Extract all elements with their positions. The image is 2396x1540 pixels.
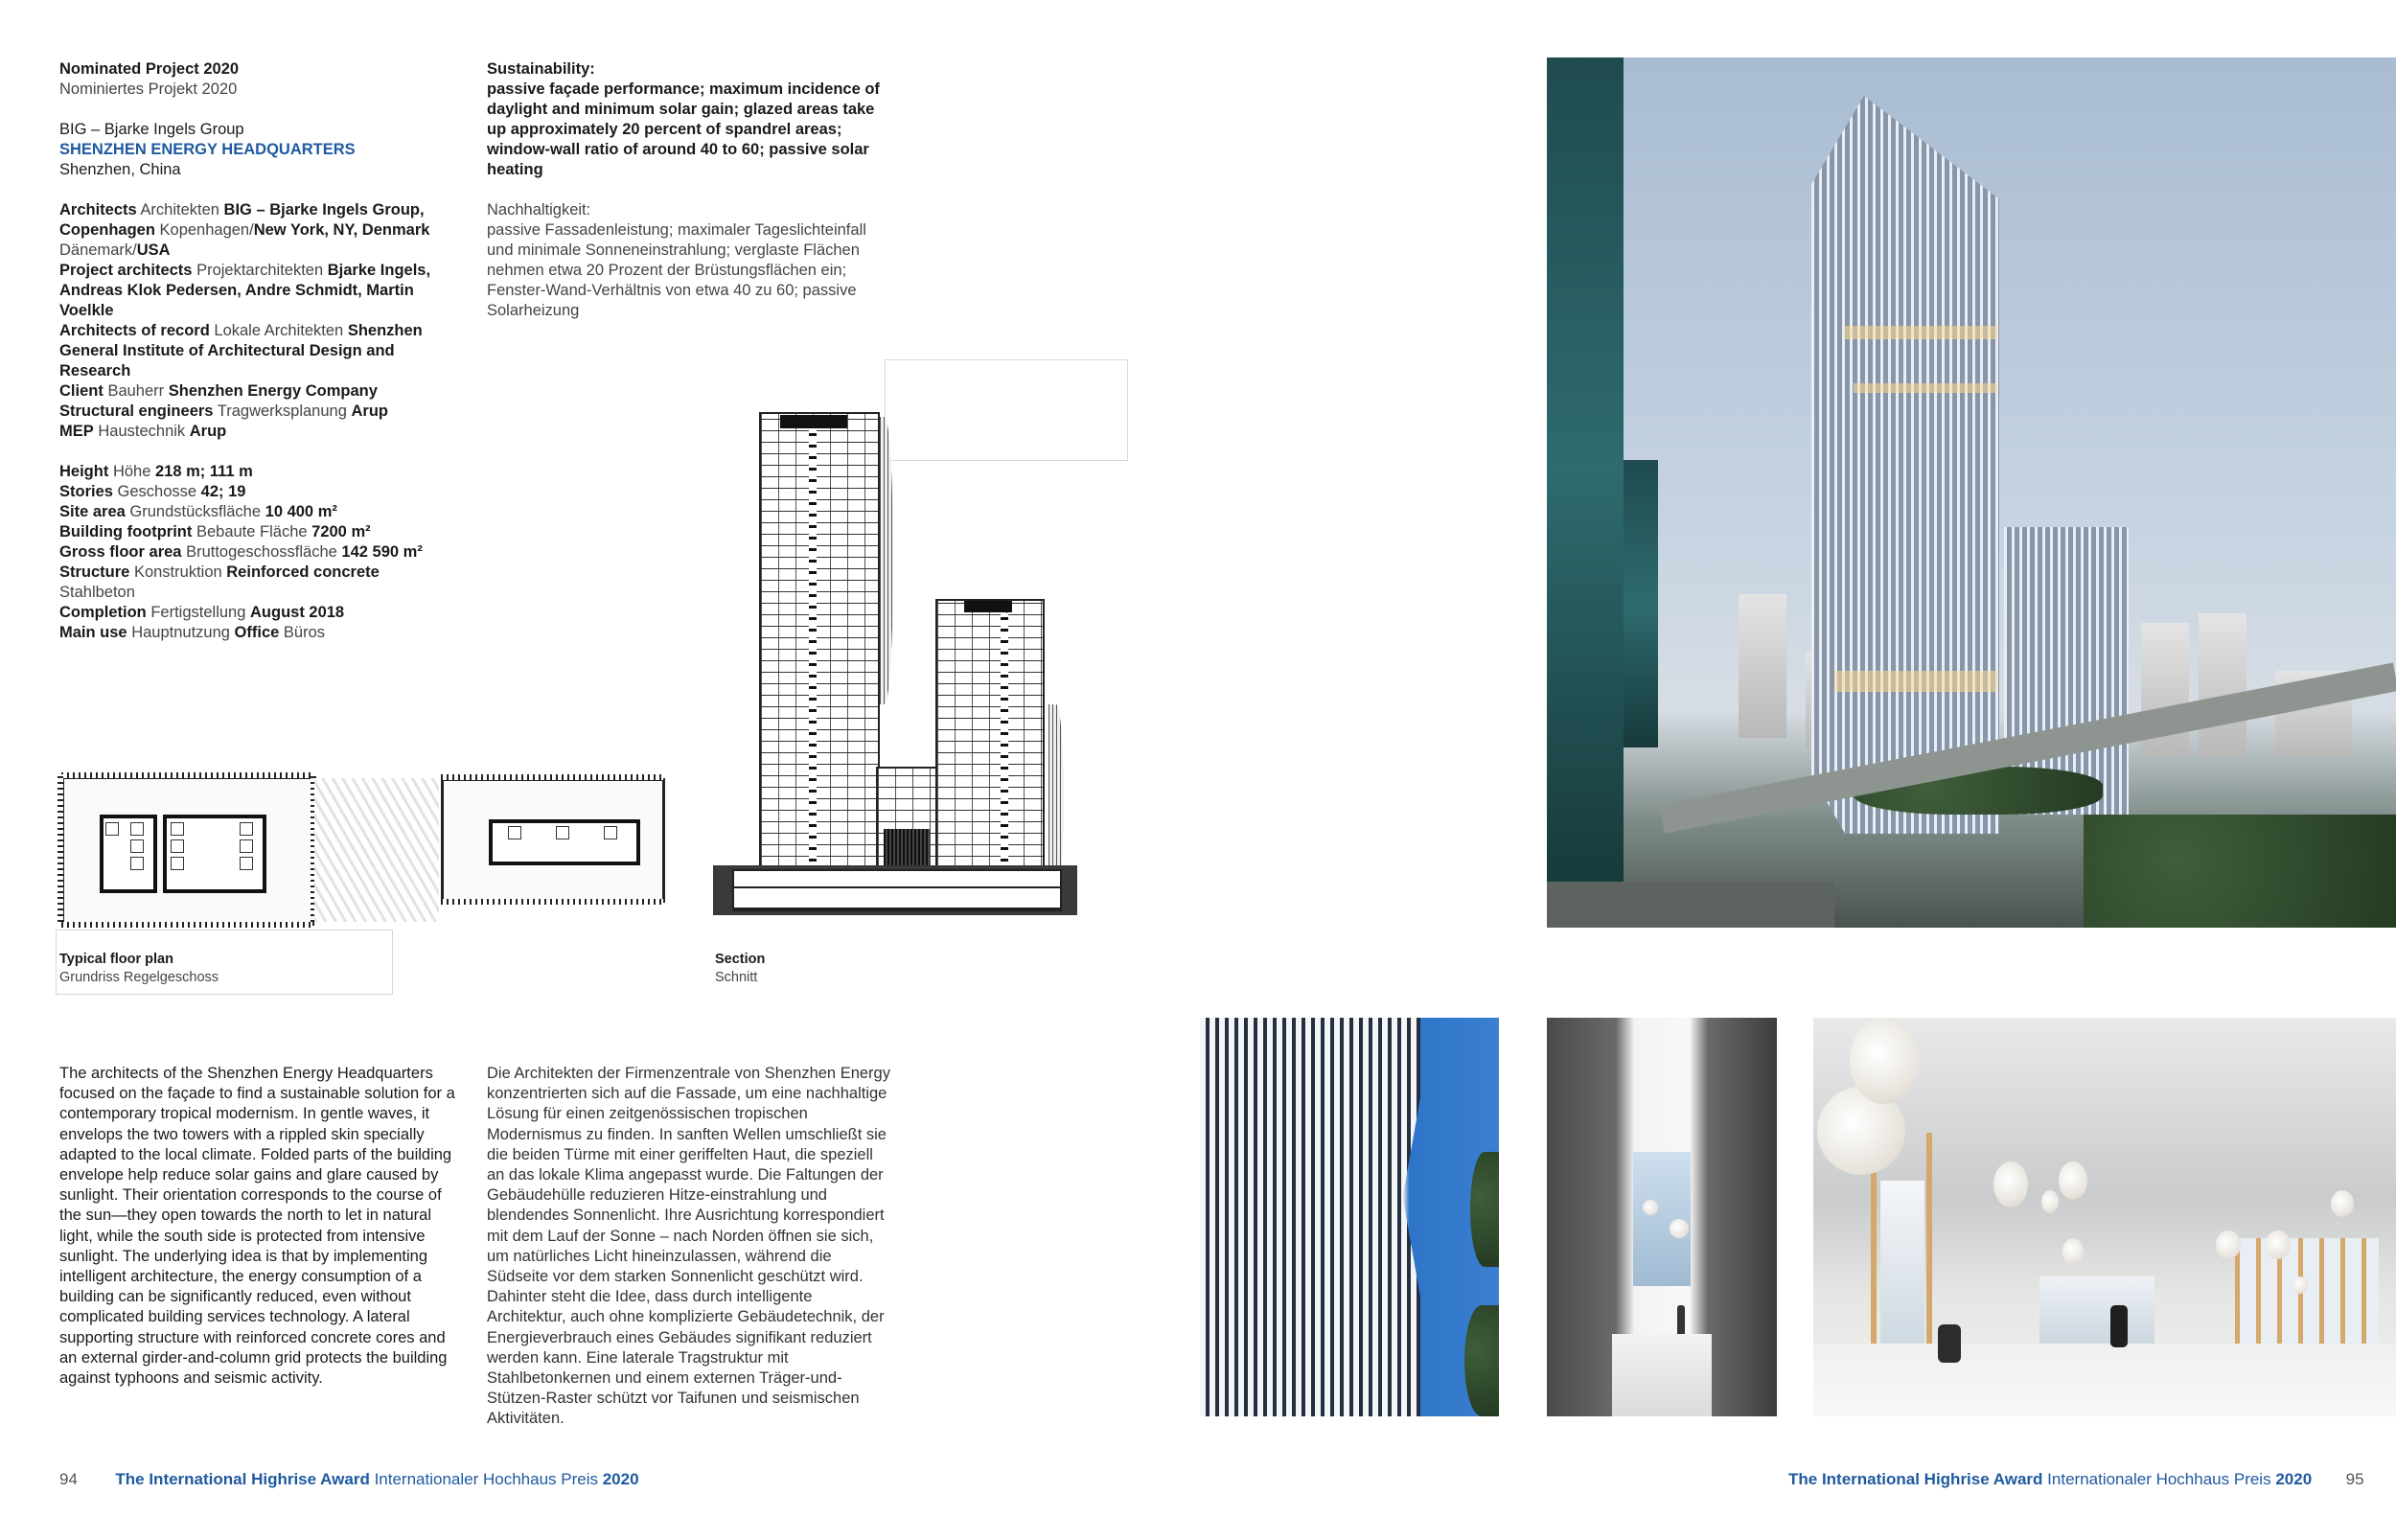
award-title-de: Internationaler Hochhaus Preis <box>2047 1470 2271 1488</box>
exterior-photo <box>1547 57 2396 928</box>
fact-footprint: Building footprint Bebaute Fläche 7200 m² <box>59 523 371 540</box>
sustainability-heading: Sustainability: <box>487 60 595 78</box>
nominated-label-de: Nominiertes Projekt 2020 <box>59 80 238 98</box>
credits-list <box>59 200 452 442</box>
fact-site-area: Site area Grundstücksfläche 10 400 m² <box>59 503 337 520</box>
section-empty-frame <box>885 359 1128 461</box>
project-title: SHENZHEN ENERGY HEADQUARTERS <box>59 141 356 158</box>
facade-fins <box>1200 1018 1420 1416</box>
credit-architects: Architects Architekten BIG – Bjarke Ingels Group, Copenhagen Kopenhagen/New York, NY, Denmark Dänemark/USA <box>59 201 430 259</box>
lobby-photo <box>1813 1018 2396 1416</box>
credit-client: Client Bauherr Shenzhen Energy Company <box>59 382 378 400</box>
fact-height: Height Höhe 218 m; 111 m <box>59 463 253 480</box>
tall-tower-section <box>759 412 880 905</box>
page-number-left: 94 <box>59 1470 78 1488</box>
pendant-lamp <box>2266 1230 2291 1259</box>
sustainability-block <box>487 59 889 321</box>
neighbor-tower-left <box>1547 57 1624 882</box>
fact-stories: Stories Geschosse 42; 19 <box>59 483 246 500</box>
page-number-right: 95 <box>2345 1470 2364 1488</box>
short-tower-core <box>1001 613 1008 896</box>
pendant-lamp <box>2059 1161 2087 1200</box>
architect-group: BIG – Bjarke Ingels Group <box>59 121 244 138</box>
pendant-lamp <box>2041 1190 2059 1213</box>
fact-main-use: Main use Hauptnutzung Office Büros <box>59 624 326 641</box>
short-tower-section <box>935 599 1045 905</box>
fact-structure: Structure Konstruktion Reinforced concrete Stahlbeton <box>59 563 380 601</box>
typical-floor-plan-drawing <box>58 767 671 930</box>
sustainability-text-de: passive Fassadenleistung; maximaler Tageslichteinfall und minimale Sonneneinstrahlung; verglaste Flächen nehmen etwa 20 Prozent der Brüstungsflächen ein; Fenster-Wand-Verhältnis von etwa 40 zu 60; passive Solarheizung <box>487 221 866 319</box>
fact-completion: Completion Fertigstellung August 2018 <box>59 604 345 621</box>
people <box>1938 1324 1961 1363</box>
facts-list <box>59 462 452 643</box>
section-drawing <box>713 359 1077 934</box>
people <box>2110 1305 2128 1347</box>
floor-plan-caption: Typical floor plan Grundriss Regelgeschoss <box>59 952 219 985</box>
project-info <box>59 59 452 643</box>
tall-tower-core <box>809 426 817 896</box>
pendant-lamp <box>1993 1161 2028 1207</box>
plan-atrium <box>314 778 439 922</box>
credit-project-architects: Project architects Projektarchitekten Bjarke Ingels, Andreas Klok Pedersen, Andre Schmidt, Martin Voelkle <box>59 262 431 319</box>
credit-mep: MEP Haustechnik Arup <box>59 423 227 440</box>
award-title: The International Highrise Award <box>1788 1470 2043 1488</box>
fact-gross-floor-area: Gross floor area Bruttogeschossfläche 142 590 m² <box>59 543 423 561</box>
pendant-lamp <box>2331 1190 2354 1217</box>
section-basement <box>732 869 1062 911</box>
neighbor-tower-left-2 <box>1624 460 1658 747</box>
section-caption: Section Schnitt <box>715 952 766 985</box>
footer-left <box>59 1469 639 1490</box>
body-text-de: Die Architekten der Firmenzentrale von Shenzhen Energy konzentrierten sich auf die Fassade, um eine nachhaltige Lösung für einen zeitgenössischen tropischen Modernismus zu finden. In sanften Wellen umschließt sie die beiden Türme mit einer geriffelten Haut, die speziell an das lokale Klima angepasst wurde. Die Faltungen der Gebäudehülle reduzieren Hitze-einstrahlung und blendendes Sonnenlicht. Ihre Ausrichtung korrespondiert mit dem Lauf der Sonne – nach Norden öffnen sie sich, um natürliches Licht hineinzulassen, während die Südseite vor dem starken Sonnenlicht geschützt wird. Dahinter steht die Idee, dass durch intelligente Architektur, auch ohne komplizierte Gebäudetechnik, der Energieverbrauch eines Gebäudes signifikant reduziert werden kann. Eine laterale Tragstruktur mit Stahlbetonkernen und einem externen Träger-und-Stützen-Raster schützt vor Taifunen und seismischen Aktivitäten. <box>487 1065 890 1428</box>
credit-architects-of-record: Architects of record Lokale Architekten Shenzhen General Institute of Architectural Design and Research <box>59 322 423 379</box>
main-tower <box>1811 96 1999 834</box>
corridor-photo <box>1547 1018 1777 1416</box>
award-year: 2020 <box>602 1470 639 1488</box>
credit-structural: Structural engineers Tragwerksplanung Arup <box>59 402 388 420</box>
facade-detail-photo <box>1200 1018 1499 1416</box>
award-title: The International Highrise Award <box>115 1470 370 1488</box>
pendant-lamp <box>2216 1230 2241 1259</box>
nominated-label: Nominated Project 2020 <box>59 60 240 78</box>
project-location: Shenzhen, China <box>59 161 181 178</box>
body-text-en: The architects of the Shenzhen Energy Headquarters focused on the façade to find a sustainable solution for a contemporary tropical modernism. In gentle waves, it envelops the two towers with a rippled skin specially adapted to the local climate. Folded parts of the building envelope help reduce solar gains and glare caused by sunlight. Their orientation corresponds to the course of the sun—they open towards the north to let in natural light, while the south side is protected from intensive sunlight. The underlying idea is that by implementing intelligent architecture, the energy consumption of a building can be significantly reduced, even without complicated building services technology. A lateral supporting structure with reinforced concrete cores and an external girder-and-column grid protects the building against typhoons and seismic activity. <box>59 1065 455 1388</box>
sustainability-text: passive façade performance; maximum incidence of daylight and minimum solar gain; glazed areas take up approximately 20 percent of spandrel areas; window-wall ratio of around 40 to 60; passive solar heating <box>487 80 880 178</box>
pendant-lamp <box>2062 1238 2084 1265</box>
award-year: 2020 <box>2275 1470 2313 1488</box>
pendant-lamp <box>1850 1018 1919 1104</box>
footer-right <box>1788 1469 2364 1490</box>
award-title-de: Internationaler Hochhaus Preis <box>374 1470 598 1488</box>
sustainability-heading-de: Nachhaltigkeit: <box>487 201 591 218</box>
pendant-lamp <box>2292 1276 2308 1294</box>
